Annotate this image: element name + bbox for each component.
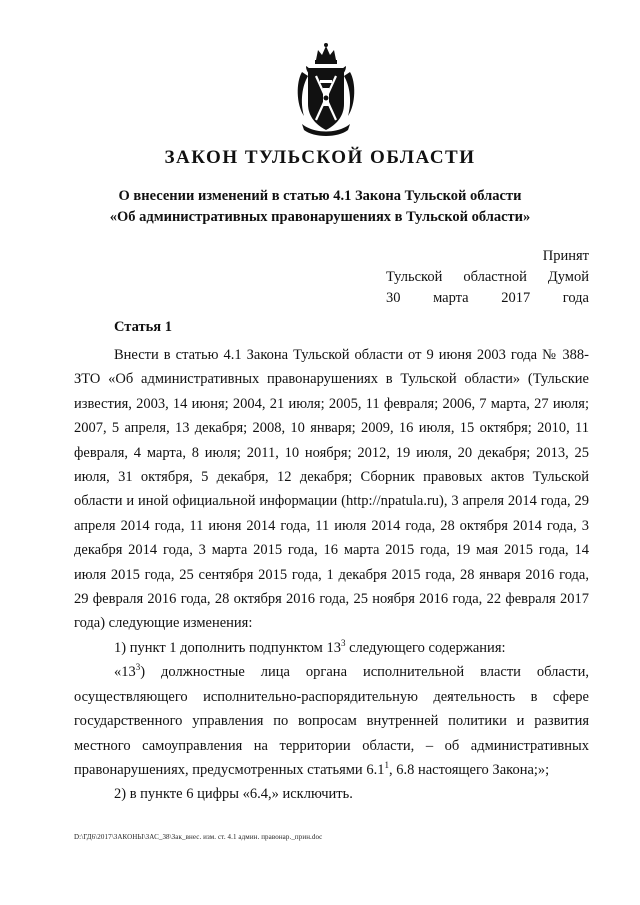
adopted-by-line (386, 267, 589, 288)
adopted-by-word: Тульской (386, 269, 443, 285)
quoted-subitem-paragraph (74, 660, 589, 782)
intro-paragraph: Внести в статью 4.1 Закона Тульской области от 9 июня 2003 года № 388-ЗТО «Об административных правонарушениях в Тульской области» (Тульские известия, 2003, 14 июня; 2004, 21 июля; 2005, 11 февраля; 2006, 7 марта, 27 июля; 2007, 5 апреля, 13 декабря; 2008, 10 января; 2009, 16 июля, 15 октября; 2010, 11 февраля, 4 марта, 8 июля; 2011, 10 ноября; 2012, 19 июля, 20 декабря; 2013, 25 июля, 31 октября, 5 декабря, 12 декабря; Сборник правовых актов Тульской области и иной официальной информации (http://npatula.ru), 3 апреля 2014 года, 29 апреля 2014 года, 11 июня 2014 года, 11 июля 2014 года, 28 октября 2014 года, 3 декабря 2014 года, 3 марта 2015 года, 16 марта 2015 года, 19 мая 2015 года, 14 июля 2015 года, 25 сентября 2015 года, 1 декабря 2015 года, 28 января 2016 года, 29 февраля 2016 года, 28 октября 2016 года, 25 ноября 2016 года, 22 февраля 2017 года) следующие изменения: (74, 347, 589, 632)
adoption-date-line (386, 288, 589, 309)
item-1-text: 1) пункт 1 дополнить подпунктом 13 (114, 639, 341, 656)
file-path-footer: D:\ГД6\2017\ЗАКОНЫ\ЗАС_38\Зак_внес. изм. ст. 4.1 админ. правонар._прин.doc (74, 833, 323, 841)
item-1-superscript: 3 (340, 638, 346, 649)
item-1-text-end: следующего содержания: (345, 639, 506, 656)
adoption-date-word: года (562, 290, 589, 306)
adoption-date-word: марта (433, 290, 469, 306)
adopted-by-word: областной (463, 269, 527, 285)
article-body (74, 343, 589, 807)
law-title: ЗАКОН ТУЛЬСКОЙ ОБЛАСТИ (164, 147, 476, 168)
law-subtitle (0, 186, 640, 228)
tula-coat-of-arms-emblem (294, 42, 358, 142)
quote-superscript-1: 3 (135, 662, 141, 673)
quote-superscript-2: 1 (384, 760, 389, 771)
adopted-by-word: Думой (547, 269, 589, 285)
item-2-paragraph: 2) в пункте 6 цифры «6.4,» исключить. (114, 786, 353, 803)
adoption-date-word: 30 (386, 290, 401, 306)
item-1-paragraph (74, 636, 589, 660)
subtitle-line-1: О внесении изменений в статью 4.1 Закона Тульской области (118, 188, 522, 204)
article-heading: Статья 1 (114, 319, 172, 335)
quote-open: «13 (114, 664, 136, 681)
quote-end: , 6.8 настоящего Закона;»; (388, 761, 550, 778)
adoption-date-word: 2017 (501, 290, 531, 306)
adoption-block (386, 246, 589, 309)
quote-text: ) должностные лица органа исполнительной власти области, осуществляющего исполнительно-распорядительную деятельность в сфере государственного управления по вопросам внутренней политики и развития местного самоуправления на территории области, – об административных правонарушениях, предусмотренных статьями 6.1 (74, 664, 589, 778)
adopted-label: Принят (542, 248, 589, 264)
subtitle-line-2: «Об административных правонарушениях в Тульской области» (109, 209, 531, 225)
